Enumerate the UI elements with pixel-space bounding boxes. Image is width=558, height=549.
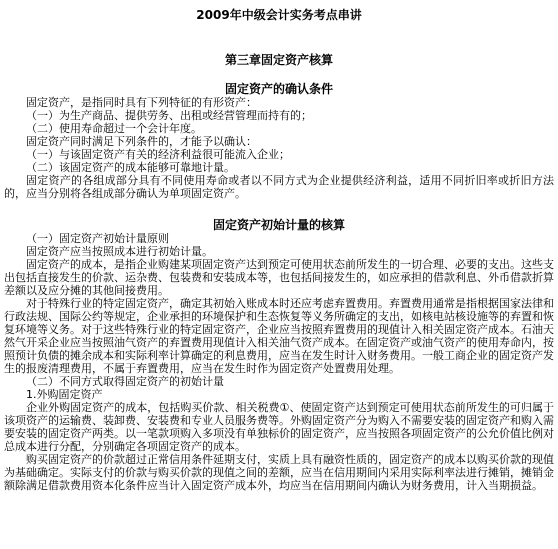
paragraph: 企业外购固定资产的成本，包括购买价款、相关税费①、使固定资产达到预定可使用状态前所发生的可归属于该项资产的运输费、装卸费、安装费和专业人员服务费等。外购固定资产分为购入不需要安装的固定资产和购入需要安装的固定资产两类。以一笔款项购入多项没有单独标价的固定资产，应当按照各项固定资产的公允价值比例对总成本进行分配，分别确定各项固定资产的成本。 xyxy=(4,401,554,453)
paragraph: 固定资产应当按照成本进行初始计量。 xyxy=(26,245,213,258)
chapter-title: 第三章固定资产核算 xyxy=(224,53,333,67)
list-item: （一）为生产商品、提供劳务、出租或经营管理而持有的； xyxy=(26,109,312,122)
paragraph: 固定资产的各组成部分具有不同使用寿命或者以不同方式为企业提供经济利益，适用不同折旧率或折旧方法的，应当分别将各组成部分确认为单项固定资产。 xyxy=(4,174,554,200)
subheading: （二）不同方式取得固定资产的初始计量 xyxy=(26,375,224,388)
section-title-initial-measurement: 固定资产初始计量的核算 xyxy=(212,218,345,232)
subheading: 1.外购固定资产 xyxy=(26,388,103,401)
paragraph: 固定资产，是指同时具有下列特征的有形资产： xyxy=(26,96,257,109)
document-title: 2009年中级会计实务考点串讲 xyxy=(196,8,362,22)
paragraph: 购买固定资产的价款超过正常信用条件延期支付，实质上具有融资性质的，固定资产的成本以购买价款的现值为基础确定。实际支付的价款与购买价款的现值之间的差额，应当在信用期间内采用实际利率法进行摊销，摊销金额除满足借款费用资本化条件应当计入固定资产成本外，均应当在信用期间内确认为财务费用，计入当期损益。 xyxy=(4,453,554,492)
list-item: （二）该固定资产的成本能够可靠地计量。 xyxy=(26,161,235,174)
list-item: （一）与该固定资产有关的经济利益很可能流入企业； xyxy=(26,148,290,161)
paragraph: 对于特殊行业的特定固定资产，确定其初始入账成本时还应考虑弃置费用。弃置费用通常是指根据国家法律和行政法规、国际公约等规定，企业承担的环境保护和生态恢复等义务所确定的支出，如核电站核设施等的弃置和恢复环境等义务。对于这些特殊行业的特定固定资产，企业应当按照弃置费用的现值计入相关固定资产成本。石油天然气开采企业应当按照油气资产的弃置费用现值计入相关油气资产成本。在固定资产或油气资产的使用寿命内，按照预计负债的摊余成本和实际利率计算确定的利息费用，应当在发生时计入财务费用。一般工商企业的固定资产发生的报废清理费用，不属于弃置费用，应当在发生时作为固定资产处置费用处理。 xyxy=(4,297,554,375)
document-page xyxy=(0,8,558,549)
paragraph: 固定资产同时满足下列条件的，才能予以确认： xyxy=(26,135,257,148)
subheading: （一）固定资产初始计量原则 xyxy=(26,232,169,245)
paragraph: 固定资产的成本，是指企业购建某项固定资产达到预定可使用状态前所发生的一切合理、必要的支出。这些支出包括直接发生的价款、运杂费、包装费和安装成本等，也包括间接发生的，如应承担的借款利息、外币借款折算差额以及应分摊的其他间接费用。 xyxy=(4,258,554,297)
list-item: （二）使用寿命超过一个会计年度。 xyxy=(26,122,202,135)
section-title-recognition: 固定资产的确认条件 xyxy=(224,82,333,96)
